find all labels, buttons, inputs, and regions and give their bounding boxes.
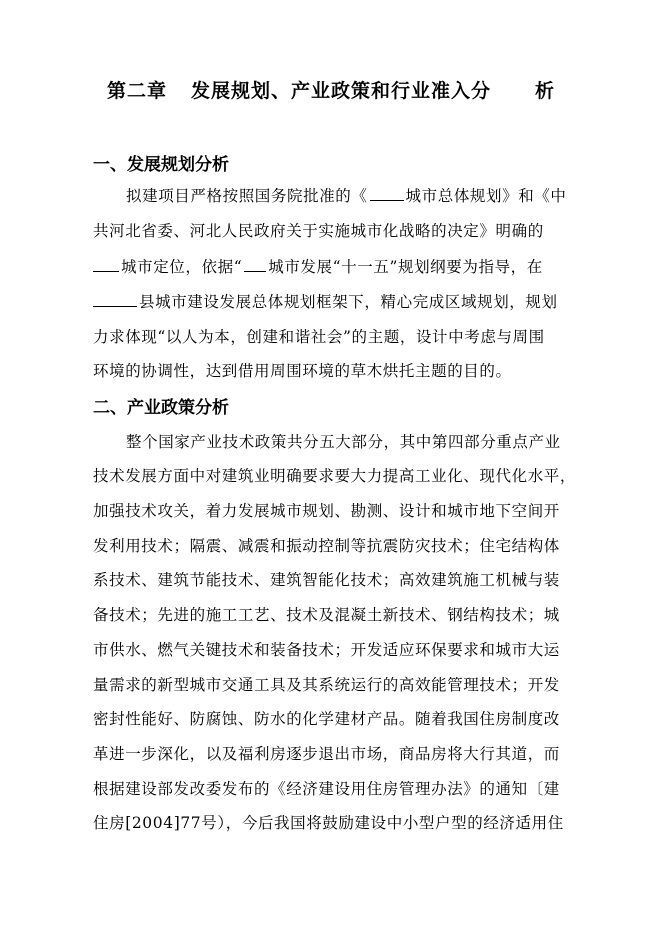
paragraph-line: 力求体现“以人为本，创建和谐社会”的主题，设计中考虑与周围: [93, 328, 545, 346]
blank-underline: [93, 259, 119, 272]
paragraph-line: 发利用技术；隔震、减震和振动控制等抗震防灾技术；住宅结构体: [93, 537, 560, 555]
chapter-title: [0, 76, 662, 103]
paragraph-line: 市供水、燃气关键技术和装备技术；开发适应环保要求和城市大运: [93, 641, 560, 659]
paragraph-line: 城市定位，依据“ 城市发展“十一五”规划纲要为指导，在: [93, 255, 543, 277]
paragraph-line: 整个国家产业技术政策共分五大部分，其中第四部分重点产业: [126, 433, 561, 451]
paragraph-line: 拟建项目严格按照国务院批准的《 城市总体规划》和《中: [126, 187, 567, 205]
blank-underline: [93, 294, 137, 307]
paragraph-line: 技术发展方面中对建筑业明确要求要大力提高工业化、现代化水平，: [93, 467, 577, 485]
paragraph-line: 环境的协调性，达到借用周围环境的草木烘托主题的目的。: [93, 362, 512, 380]
paragraph-line: 量需求的新型城市交通工具及其系统运行的高效能管理技术；开发: [93, 676, 560, 694]
paragraph-line: 系技术、建筑节能技术、建筑智能化技术；高效建筑施工机械与装: [93, 571, 560, 589]
paragraph-line: 县城市建设发展总体规划框架下，精心完成区域规划，规划: [93, 290, 558, 312]
paragraph-line: 密封性能好、防腐蚀、防水的化学建材产品。随着我国住房制度改: [93, 710, 560, 728]
chapter-title-tail: 析: [535, 80, 556, 102]
chapter-number: 第二章: [106, 80, 167, 102]
paragraph-line: 备技术；先进的施工工艺、技术及混凝土新技术、钢结构技术；城: [93, 606, 560, 624]
paragraph-line: 根据建设部发改委发布的《经济建设用住房管理办法》的通知〔建: [93, 780, 560, 798]
paragraph-line: 共河北省委、河北人民政府关于实施城市化战略的决定》明确的: [93, 222, 544, 240]
section-heading-industrial-policy: 二、产业政策分析: [93, 398, 229, 418]
paragraph-line: 革进一步深化，以及福利房逐步退出市场，商品房将大行其道，而: [93, 745, 560, 763]
paragraph-line: 住房[2004]77号），今后我国将鼓励建设中小型户型的经济适用住: [93, 814, 564, 832]
chapter-title-main: 发展规划、产业政策和行业准入分: [190, 80, 491, 102]
section-heading-development-planning: 一、发展规划分析: [93, 155, 229, 175]
blank-underline: [370, 188, 404, 201]
blank-underline: [244, 259, 266, 272]
paragraph-line: 加强技术攻关，着力发展城市规划、勘测、设计和城市地下空间开: [93, 502, 560, 520]
